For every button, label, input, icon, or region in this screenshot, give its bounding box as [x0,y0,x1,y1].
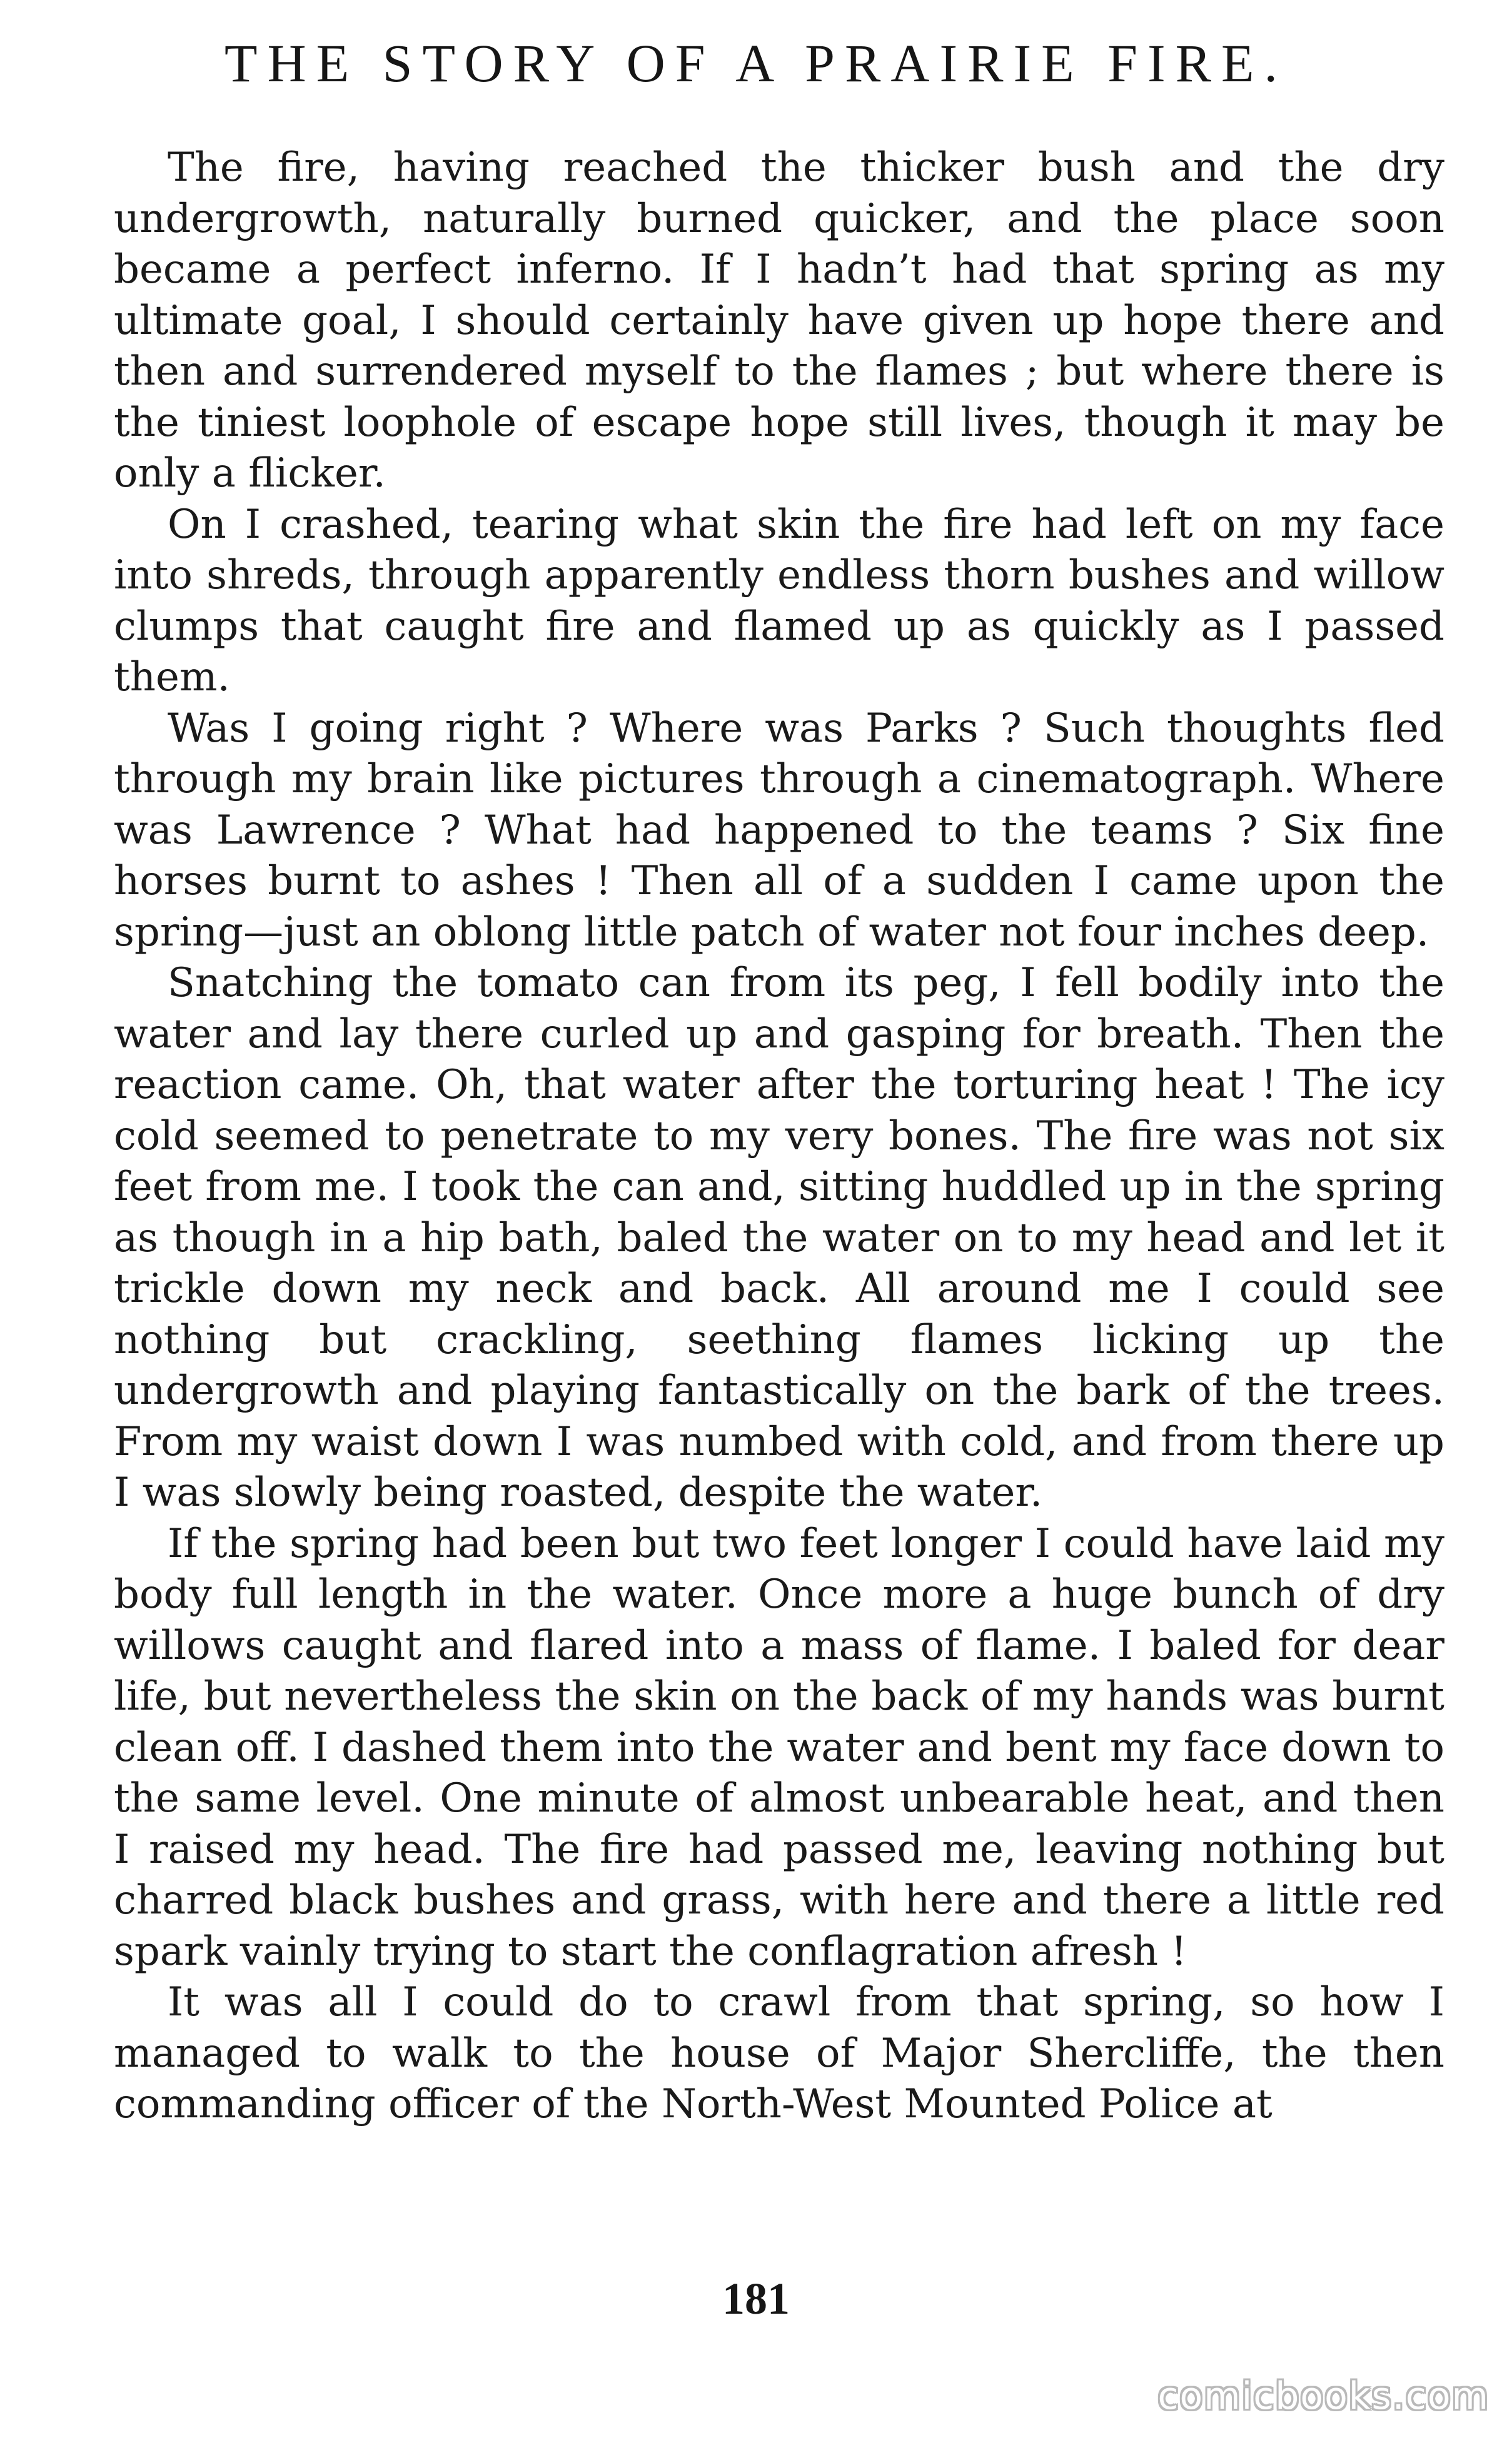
paragraph-5: If the spring had been but two feet longer I could have laid my body full length in the water. Once more a huge bunch of dry willows caught and flared into a mass of flame. I baled for dear life, but nevertheless the skin on the back of my hands was burnt clean off. I dashed them into the water and bent my face down to the same level. One minute of almost unbearable heat, and then I raised my head. The fire had passed me, leaving nothing but charred black bushes and grass, with here and there a little red spark vainly trying to start the conflagration afresh ! [114,1520,1444,1975]
paragraph-3: Was I going right ? Where was Parks ? Such thoughts fled through my brain like pictures through a cinematograph. Where was Lawrence ? What had happened to the teams ? Six fine horses burnt to ashes ! Then all of a sudden I came upon the spring—just an oblong little patch of water not four inches deep. [114,705,1444,955]
page-number: 181 [722,2274,790,2324]
paragraph-2: On I crashed, tearing what skin the fire had left on my face into shreds, through apparently endless thorn bushes and willow clumps that caught fire and flamed up as quickly as I passed them. [114,501,1444,700]
paragraph-4: Snatching the tomato can from its peg, I fell bodily into the water and lay there curled up and gasping for breath. Then the reaction came. Oh, that water after the torturing heat ! The icy cold seemed to penetrate to my very bones. The fire was not six feet from me. I took the can and, sitting huddled up in the spring as though in a hip bath, baled the water on to my head and let it trickle down my neck and back. All around me I could see nothing but crackling, seething flames licking up the undergrowth and playing fantastically on the bark of the trees. From my waist down I was numbed with cold, and from there up I was slowly being roasted, despite the water. [114,960,1444,1516]
paragraph-1: The fire, having reached the thicker bush and the dry undergrowth, naturally burned quicker, and the place soon became a perfect inferno. If I hadn’t had that spring as my ultimate goal, I should certainly have given up hope there and then and surrendered myself to the flames ; but where there is the tiniest loophole of escape hope still lives, though it may be only a flicker. [114,144,1444,497]
running-head-title: THE STORY OF A PRAIRIE FIRE. [224,33,1288,93]
watermark-logo: comicbooks.com [1157,2374,1489,2418]
paragraph-6: It was all I could do to crawl from that spring, so how I managed to walk to the house of Major Shercliffe, the then commanding officer of the North-West Mounted Police at [114,1979,1444,2127]
article-body [114,143,1444,2130]
